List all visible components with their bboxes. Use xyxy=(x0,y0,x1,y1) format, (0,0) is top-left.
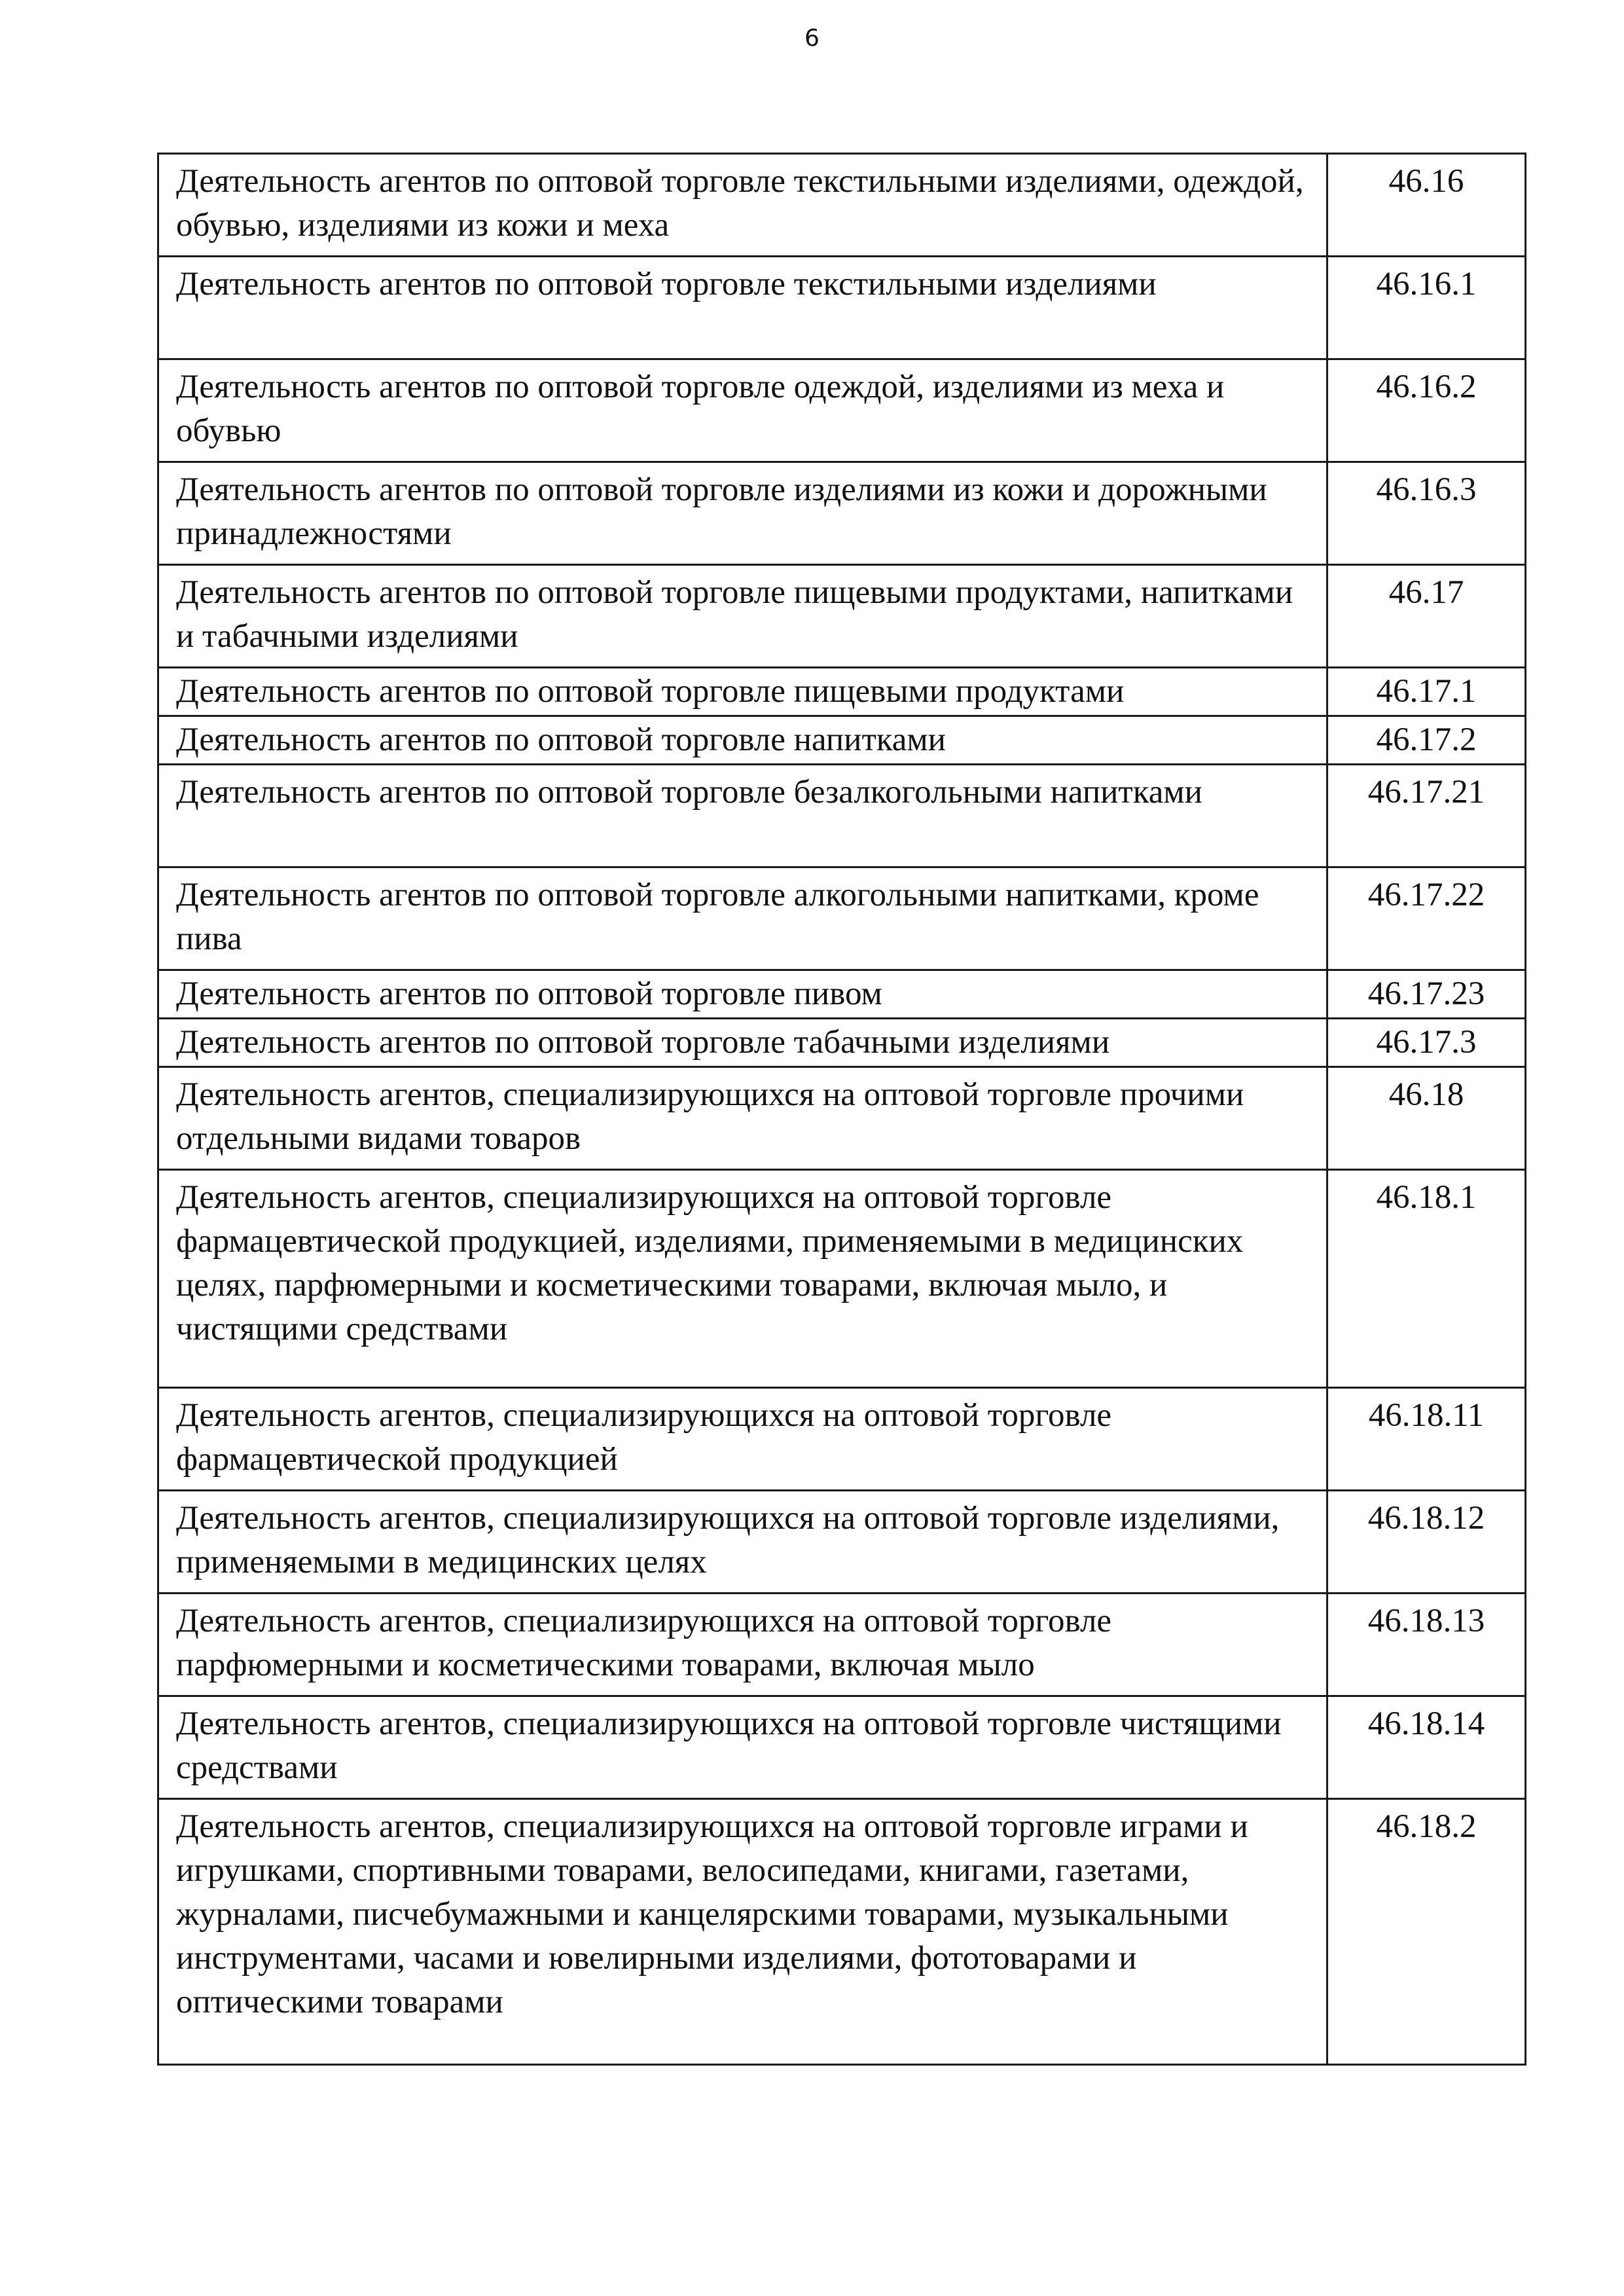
activity-code-cell: 46.17.21 xyxy=(1327,765,1526,867)
activity-code-cell: 46.17.2 xyxy=(1327,716,1526,765)
activity-description-cell: Деятельность агентов по оптовой торговле пищевыми продуктами xyxy=(158,668,1327,716)
activity-description-cell: Деятельность агентов по оптовой торговле табачными изделиями xyxy=(158,1019,1327,1067)
table-row xyxy=(158,867,1526,970)
activity-description-cell: Деятельность агентов по оптовой торговле безалкогольными напитками xyxy=(158,765,1327,867)
activity-description-cell: Деятельность агентов по оптовой торговле пищевыми продуктами, напитками и табачными изделиями xyxy=(158,565,1327,668)
table-row xyxy=(158,154,1526,257)
activity-code-cell: 46.18 xyxy=(1327,1067,1526,1170)
table-row xyxy=(158,257,1526,359)
table-row xyxy=(158,1067,1526,1170)
activity-code-cell: 46.17.3 xyxy=(1327,1019,1526,1067)
table-row xyxy=(158,716,1526,765)
table-row xyxy=(158,1491,1526,1594)
activity-description-cell: Деятельность агентов по оптовой торговле одеждой, изделиями из меха и обувью xyxy=(158,359,1327,462)
activity-description-cell: Деятельность агентов по оптовой торговле пивом xyxy=(158,970,1327,1019)
activity-description-cell: Деятельность агентов, специализирующихся на оптовой торговле прочими отдельными видами товаров xyxy=(158,1067,1327,1170)
table-row xyxy=(158,970,1526,1019)
activity-code-cell: 46.17.23 xyxy=(1327,970,1526,1019)
activity-description-cell: Деятельность агентов, специализирующихся на оптовой торговле парфюмерными и косметическими товарами, включая мыло xyxy=(158,1594,1327,1696)
activity-code-cell: 46.17 xyxy=(1327,565,1526,668)
activity-code-cell: 46.16.1 xyxy=(1327,257,1526,359)
activity-code-cell: 46.16 xyxy=(1327,154,1526,257)
activity-description-cell: Деятельность агентов по оптовой торговле текстильными изделиями xyxy=(158,257,1327,359)
activity-code-cell: 46.18.2 xyxy=(1327,1799,1526,2065)
table-row xyxy=(158,565,1526,668)
activity-description-cell: Деятельность агентов, специализирующихся на оптовой торговле фармацевтической продукцией xyxy=(158,1388,1327,1491)
table-row xyxy=(158,1019,1526,1067)
activity-code-cell: 46.16.3 xyxy=(1327,462,1526,565)
table-row xyxy=(158,1388,1526,1491)
activity-code-cell: 46.18.11 xyxy=(1327,1388,1526,1491)
activity-code-cell: 46.17.1 xyxy=(1327,668,1526,716)
table-row xyxy=(158,668,1526,716)
page-number: 6 xyxy=(804,25,820,52)
activity-description-cell: Деятельность агентов по оптовой торговле алкогольными напитками, кроме пива xyxy=(158,867,1327,970)
table-row xyxy=(158,1799,1526,2065)
activity-code-cell: 46.16.2 xyxy=(1327,359,1526,462)
table-body xyxy=(158,154,1526,2065)
activity-description-cell: Деятельность агентов по оптовой торговле изделиями из кожи и дорожными принадлежностями xyxy=(158,462,1327,565)
activity-description-cell: Деятельность агентов, специализирующихся на оптовой торговле чистящими средствами xyxy=(158,1696,1327,1799)
table-row xyxy=(158,765,1526,867)
activity-code-cell: 46.17.22 xyxy=(1327,867,1526,970)
activity-code-cell: 46.18.13 xyxy=(1327,1594,1526,1696)
activity-description-cell: Деятельность агентов, специализирующихся на оптовой торговле изделиями, применяемыми в медицинских целях xyxy=(158,1491,1327,1594)
table-row xyxy=(158,359,1526,462)
table-row xyxy=(158,1594,1526,1696)
activity-code-cell: 46.18.1 xyxy=(1327,1170,1526,1388)
table-row xyxy=(158,1696,1526,1799)
activity-description-cell: Деятельность агентов, специализирующихся на оптовой торговле играми и игрушками, спортивными товарами, велосипедами, книгами, газетами, журналами, писчебумажными и канцелярскими товарами, музыкальными инструментами, часами и ювелирными изделиями, фототоварами и оптическими товарами xyxy=(158,1799,1327,2065)
activity-description-cell: Деятельность агентов, специализирующихся на оптовой торговле фармацевтической продукцией, изделиями, применяемыми в медицинских целях, парфюмерными и косметическими товарами, включая мыло, и чистящими средствами xyxy=(158,1170,1327,1388)
activity-code-cell: 46.18.14 xyxy=(1327,1696,1526,1799)
activity-codes-table xyxy=(157,153,1526,2066)
activity-description-cell: Деятельность агентов по оптовой торговле текстильными изделиями, одеждой, обувью, изделиями из кожи и меха xyxy=(158,154,1327,257)
table-row xyxy=(158,1170,1526,1388)
activity-code-cell: 46.18.12 xyxy=(1327,1491,1526,1594)
activity-description-cell: Деятельность агентов по оптовой торговле напитками xyxy=(158,716,1327,765)
table-row xyxy=(158,462,1526,565)
